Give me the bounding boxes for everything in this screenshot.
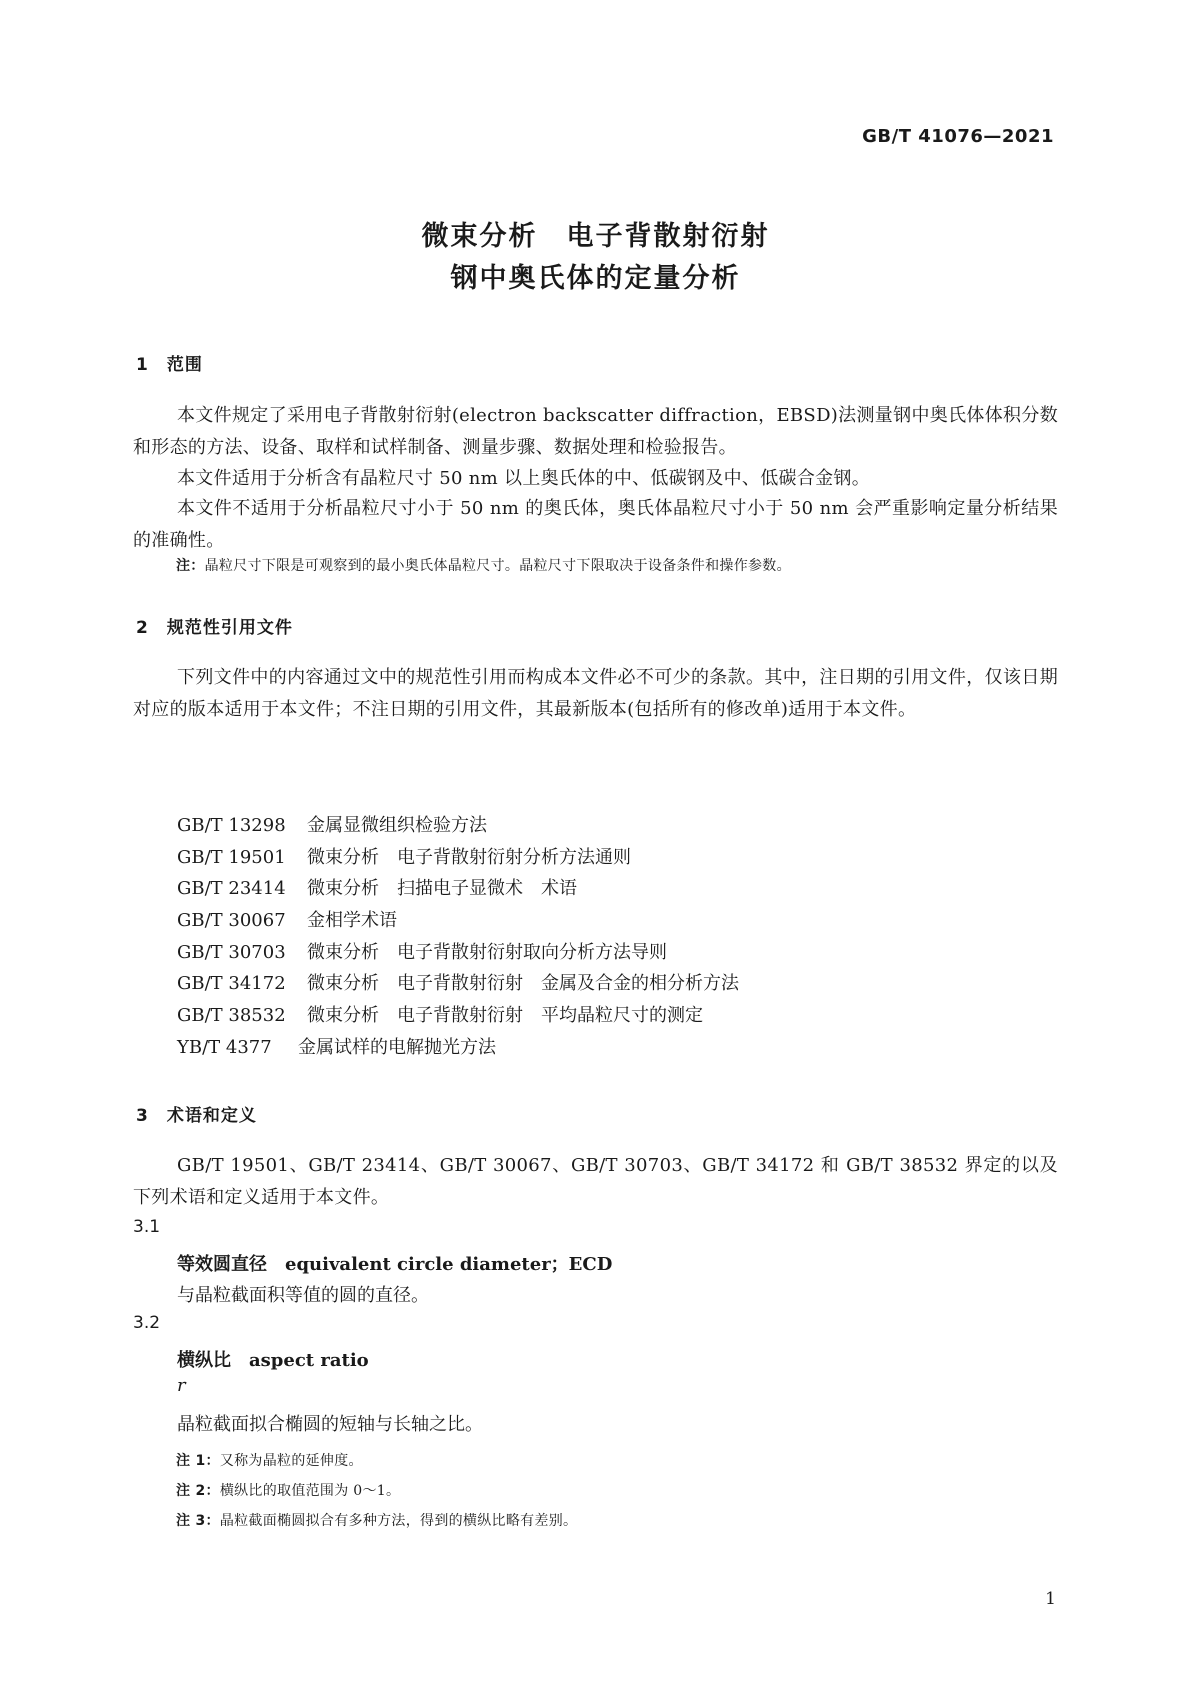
page-number: 1 <box>1045 1589 1056 1609</box>
reference-item <box>177 842 739 874</box>
reference-title: 微束分析 电子背散射衍射 平均晶粒尺寸的测定 <box>307 1005 703 1027</box>
section-2-paragraph-1: 下列文件中的内容通过文中的规范性引用而构成本文件必不可少的条款。其中，注日期的引用文件，仅该日期对应的版本适用于本文件；不注日期的引用文件，其最新版本(包括所有的修改单)适用于本文件。 <box>133 667 1058 720</box>
note-label: 注 3： <box>176 1513 220 1529</box>
reference-code: GB/T 13298 <box>177 815 286 836</box>
section-3-heading: 3 术语和定义 <box>136 1106 257 1126</box>
reference-title: 金属试样的电解抛光方法 <box>298 1036 496 1058</box>
term-number: 3.1 <box>133 1217 161 1237</box>
term-definition: 与晶粒截面积等值的圆的直径。 <box>177 1285 429 1306</box>
reference-code: GB/T 30703 <box>177 941 286 963</box>
reference-code: GB/T 38532 <box>177 1005 286 1027</box>
section-2-heading: 2 规范性引用文件 <box>136 618 293 638</box>
reference-item <box>177 810 739 842</box>
note-text: 晶粒截面椭圆拟合有多种方法，得到的横纵比略有差别。 <box>219 1513 578 1529</box>
reference-code: GB/T 30067 <box>177 910 286 932</box>
term-english: equivalent circle diameter；ECD <box>285 1254 613 1275</box>
reference-item <box>177 1000 739 1032</box>
term-note <box>176 1481 1066 1501</box>
document-title-line-1: 微束分析 电子背散射衍射 <box>421 221 770 252</box>
reference-code: GB/T 34172 <box>177 973 286 995</box>
section-3-paragraph-1: GB/T 19501、GB/T 23414、GB/T 30067、GB/T 30703、GB/T 34172 和 GB/T 38532 界定的以及下列术语和定义适用于本文件。 <box>133 1155 1058 1208</box>
term-number: 3.2 <box>133 1313 161 1333</box>
note-text: 晶粒尺寸下限是可观察到的最小奥氏体晶粒尺寸。晶粒尺寸下限取决于设备条件和操作参数。 <box>204 558 791 574</box>
term-symbol: r <box>177 1375 186 1396</box>
section-1-paragraph-3: 本文件不适用于分析晶粒尺寸小于 50 nm 的奥氏体，奥氏体晶粒尺寸小于 50 nm 会严重影响定量分析结果的准确性。 <box>133 498 1058 551</box>
term-note <box>176 1511 1066 1531</box>
note-label: 注 2： <box>176 1483 220 1499</box>
section-1-heading: 1 范围 <box>136 355 203 375</box>
term-definition: 晶粒截面拟合椭圆的短轴与长轴之比。 <box>177 1414 483 1435</box>
reference-title: 微束分析 电子背散射衍射分析方法通则 <box>307 846 631 868</box>
term-chinese: 等效圆直径 <box>177 1254 267 1275</box>
reference-code: GB/T 23414 <box>177 878 286 900</box>
standard-code: GB/T 41076—2021 <box>862 126 1054 147</box>
note-text: 又称为晶粒的延伸度。 <box>219 1453 363 1469</box>
reference-item <box>177 937 739 969</box>
note-label: 注： <box>176 558 205 574</box>
section-1-paragraph-2: 本文件适用于分析含有晶粒尺寸 50 nm 以上奥氏体的中、低碳钢及中、低碳合金钢。 <box>177 468 871 489</box>
section-1-paragraph-1: 本文件规定了采用电子背散射衍射(electron backscatter diffraction，EBSD)法测量钢中奥氏体体积分数和形态的方法、设备、取样和试样制备、测量步骤、数据处理和检验报告。 <box>133 405 1058 458</box>
term-chinese: 横纵比 <box>177 1350 231 1371</box>
reference-title: 微束分析 扫描电子显微术 术语 <box>307 878 577 900</box>
reference-title: 金属显微组织检验方法 <box>307 815 487 836</box>
reference-item <box>177 1032 739 1064</box>
note-label: 注 1： <box>176 1453 220 1469</box>
reference-item <box>177 905 739 937</box>
reference-code: GB/T 19501 <box>177 846 286 868</box>
reference-title: 微束分析 电子背散射衍射取向分析方法导则 <box>307 941 667 963</box>
term-title <box>177 1250 612 1276</box>
section-1-note <box>176 556 1066 576</box>
note-text: 横纵比的取值范围为 0～1。 <box>219 1483 401 1499</box>
term-note <box>176 1451 1066 1471</box>
reference-title: 微束分析 电子背散射衍射 金属及合金的相分析方法 <box>307 973 739 995</box>
term-english: aspect ratio <box>249 1350 369 1371</box>
document-title-line-2: 钢中奥氏体的定量分析 <box>450 263 741 294</box>
normative-references-list <box>177 810 739 1064</box>
term-title <box>177 1346 369 1372</box>
reference-item <box>177 873 739 905</box>
reference-title: 金相学术语 <box>307 910 397 932</box>
reference-code: YB/T 4377 <box>177 1036 272 1058</box>
reference-item <box>177 968 739 1000</box>
